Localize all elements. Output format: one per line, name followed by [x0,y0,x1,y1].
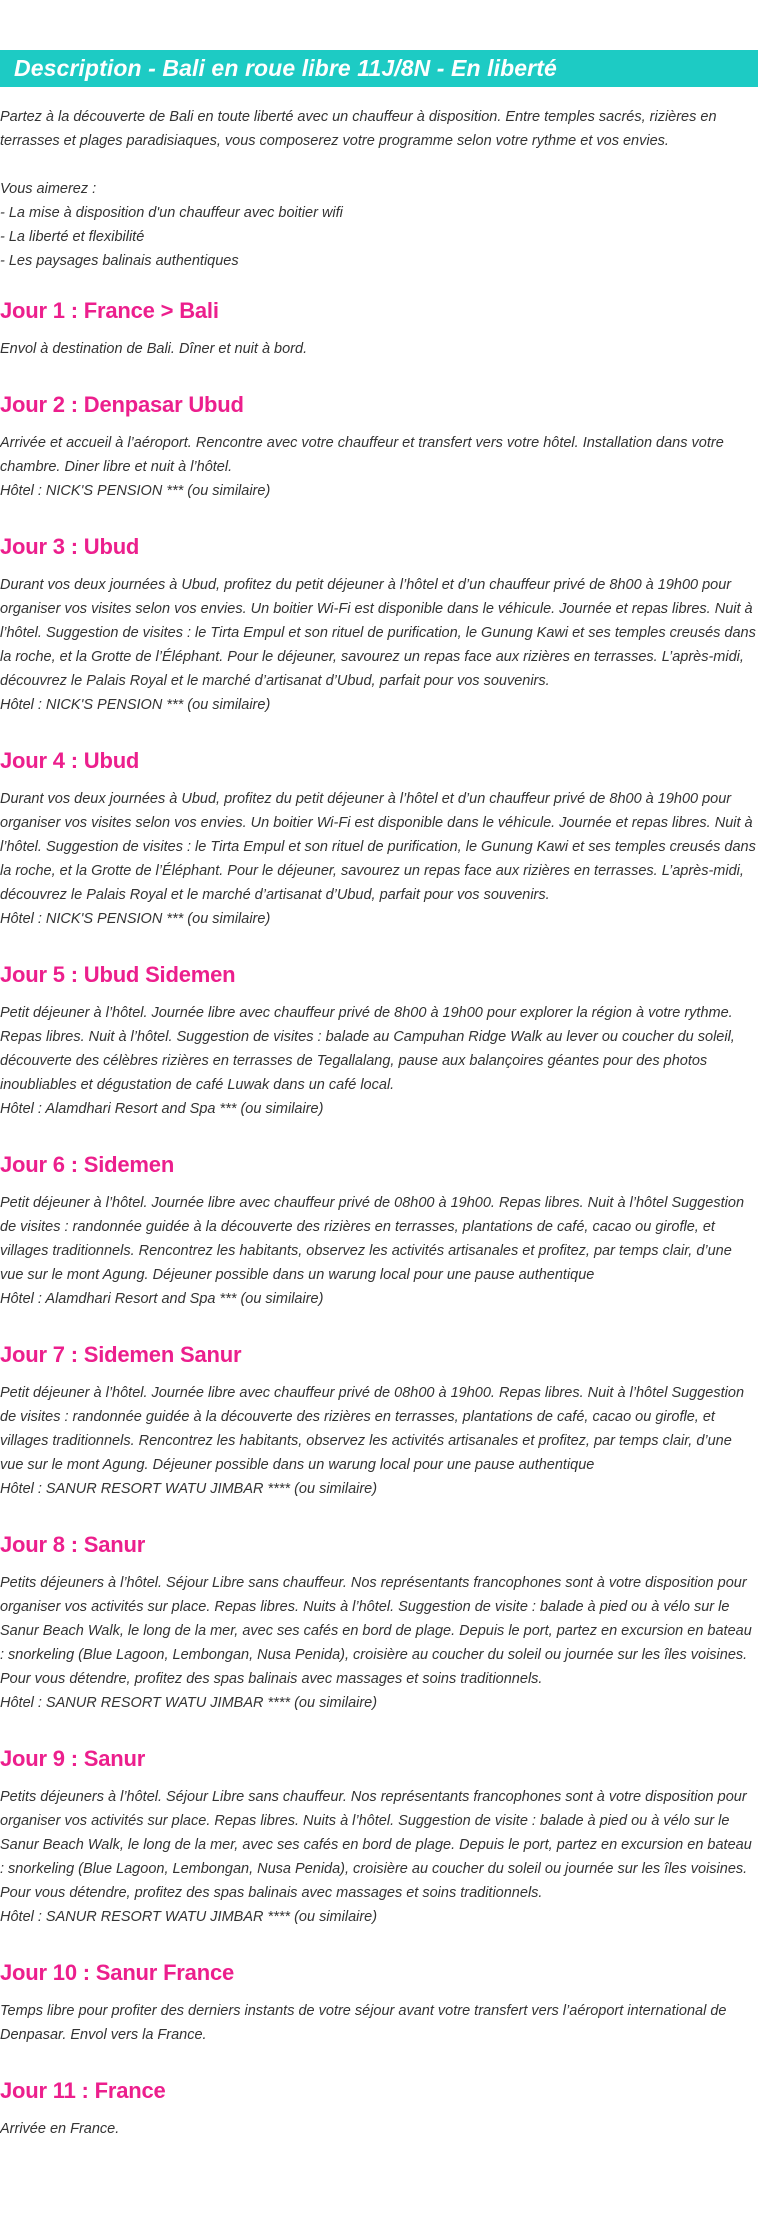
day-title: Jour 1 : France > Bali [0,298,219,323]
day-body [0,1785,758,1929]
intro-paragraph: Partez à la découverte de Bali en toute liberté avec un chauffeur à disposition. Entre temples sacrés, rizières en terrasses et plages paradisiaques, vous composerez votre programme selon votre rythme et vos envies. [0,109,717,149]
day-hotel: Hôtel : SANUR RESORT WATU JIMBAR **** (ou similaire) [0,1695,378,1711]
itinerary-page [0,50,758,2141]
day-section [0,533,758,717]
likes-item: - La mise à disposition d'un chauffeur avec boitier wifi [0,205,343,221]
day-section [0,1151,758,1311]
day-hotel: Hôtel : NICK'S PENSION *** (ou similaire) [0,697,271,713]
day-section [0,1745,758,1929]
likes-item: - Les paysages balinais authentiques [0,253,239,269]
day-text: Petits déjeuners à l’hôtel. Séjour Libre sans chauffeur. Nos représentants francophones sont à votre disposition pour organiser vos activités sur place. Repas libres. Nuits à l’hôtel. Suggestion de visite : balade à pied ou à vélo sur le Sanur Beach Walk, le long de la mer, avec ses cafés en bord de plage. Depuis le port, partez en excursion en bateau : snorkeling (Blue Lagoon, Lembongan, Nusa Penida), croisière au coucher du soleil ou journée sur les îles voisines. Pour vous détendre, profitez des spas balinais avec massages et soins traditionnels. [0,1789,752,1901]
day-text: Arrivée en France. [0,2121,120,2137]
day-title: Jour 6 : Sidemen [0,1152,175,1177]
day-title: Jour 9 : Sanur [0,1746,146,1771]
day-section [0,961,758,1121]
day-title: Jour 10 : Sanur France [0,1960,235,1985]
day-title: Jour 8 : Sanur [0,1532,146,1557]
day-title: Jour 2 : Denpasar Ubud [0,392,244,417]
day-section [0,1959,758,2047]
day-hotel: Hôtel : Alamdhari Resort and Spa *** (ou similaire) [0,1291,324,1307]
day-section [0,391,758,503]
likes-item: - La liberté et flexibilité [0,229,145,245]
description-banner [0,50,758,87]
intro-section [0,105,758,273]
day-body [0,1001,758,1121]
day-body [0,431,758,503]
day-section [0,1531,758,1715]
day-hotel: Hôtel : NICK'S PENSION *** (ou similaire) [0,911,271,927]
day-hotel: Hôtel : Alamdhari Resort and Spa *** (ou similaire) [0,1101,324,1117]
day-text: Arrivée et accueil à l’aéroport. Rencontre avec votre chauffeur et transfert vers votre hôtel. Installation dans votre chambre. Diner libre et nuit à l’hôtel. [0,435,724,475]
day-body [0,787,758,931]
day-text: Durant vos deux journées à Ubud, profitez du petit déjeuner à l’hôtel et d’un chauffeur privé de 8h00 à 19h00 pour organiser vos visites selon vos envies. Un boitier Wi-Fi est disponible dans le véhicule. Journée et repas libres. Nuit à l’hôtel. Suggestion de visites : le Tirta Empul et son rituel de purification, le Gunung Kawi et ses temples creusés dans la roche, et la Grotte de l’Éléphant. Pour le déjeuner, savourez un repas face aux rizières en terrasses. L’après-midi, découvrez le Palais Royal et le marché d’artisanat d’Ubud, parfait pour vos souvenirs. [0,577,756,689]
day-title: Jour 11 : France [0,2078,166,2103]
day-title: Jour 3 : Ubud [0,534,140,559]
day-text: Petit déjeuner à l’hôtel. Journée libre avec chauffeur privé de 08h00 à 19h00. Repas libres. Nuit à l’hôtel Suggestion de visites : randonnée guidée à la découverte des rizières en terrasses, plantations de café, cacao ou girofle, et villages traditionnels. Rencontrez les habitants, observez les activités artisanales et profitez, par temps clair, d’une vue sur le mont Agung. Déjeuner possible dans un warung local pour une pause authentique [0,1195,745,1283]
day-body [0,1191,758,1311]
day-text: Petit déjeuner à l’hôtel. Journée libre avec chauffeur privé de 08h00 à 19h00. Repas libres. Nuit à l’hôtel Suggestion de visites : randonnée guidée à la découverte des rizières en terrasses, plantations de café, cacao ou girofle, et villages traditionnels. Rencontrez les habitants, observez les activités artisanales et profitez, par temps clair, d’une vue sur le mont Agung. Déjeuner possible dans un warung local pour une pause authentique [0,1385,745,1473]
day-text: Temps libre pour profiter des derniers instants de votre séjour avant votre transfert vers l’aéroport international de Denpasar. Envol vers la France. [0,2003,727,2043]
day-text: Durant vos deux journées à Ubud, profitez du petit déjeuner à l’hôtel et d’un chauffeur privé de 8h00 à 19h00 pour organiser vos visites selon vos envies. Un boitier Wi-Fi est disponible dans le véhicule. Journée et repas libres. Nuit à l’hôtel. Suggestion de visites : le Tirta Empul et son rituel de purification, le Gunung Kawi et ses temples creusés dans la roche, et la Grotte de l’Éléphant. Pour le déjeuner, savourez un repas face aux rizières en terrasses. L’après-midi, découvrez le Palais Royal et le marché d’artisanat d’Ubud, parfait pour vos souvenirs. [0,791,756,903]
day-title: Jour 7 : Sidemen Sanur [0,1342,242,1367]
day-title: Jour 4 : Ubud [0,748,140,773]
day-body [0,1571,758,1715]
day-text: Petit déjeuner à l’hôtel. Journée libre avec chauffeur privé de 8h00 à 19h00 pour explorer la région à votre rythme. Repas libres. Nuit à l’hôtel. Suggestion de visites : balade au Campuhan Ridge Walk au lever ou coucher du soleil, découverte des célèbres rizières en terrasses de Tegallalang, pause aux balançoires géantes pour des photos inoubliables et dégustation de café Luwak dans un café local. [0,1005,735,1093]
day-section [0,297,758,361]
likes-heading: Vous aimerez : [0,181,97,197]
day-title: Jour 5 : Ubud Sidemen [0,962,236,987]
day-hotel: Hôtel : SANUR RESORT WATU JIMBAR **** (ou similaire) [0,1481,378,1497]
day-body [0,573,758,717]
day-section [0,1341,758,1501]
day-text: Envol à destination de Bali. Dîner et nuit à bord. [0,341,308,357]
day-section [0,2077,758,2141]
day-body [0,1381,758,1501]
day-section [0,747,758,931]
day-hotel: Hôtel : NICK'S PENSION *** (ou similaire) [0,483,271,499]
day-body [0,337,758,361]
day-text: Petits déjeuners à l’hôtel. Séjour Libre sans chauffeur. Nos représentants francophones sont à votre disposition pour organiser vos activités sur place. Repas libres. Nuits à l’hôtel. Suggestion de visite : balade à pied ou à vélo sur le Sanur Beach Walk, le long de la mer, avec ses cafés en bord de plage. Depuis le port, partez en excursion en bateau : snorkeling (Blue Lagoon, Lembongan, Nusa Penida), croisière au coucher du soleil ou journée sur les îles voisines. Pour vous détendre, profitez des spas balinais avec massages et soins traditionnels. [0,1575,752,1687]
day-body [0,1999,758,2047]
day-body [0,2117,758,2141]
banner-title: Description - Bali en roue libre 11J/8N - En liberté [14,55,557,81]
day-hotel: Hôtel : SANUR RESORT WATU JIMBAR **** (ou similaire) [0,1909,378,1925]
